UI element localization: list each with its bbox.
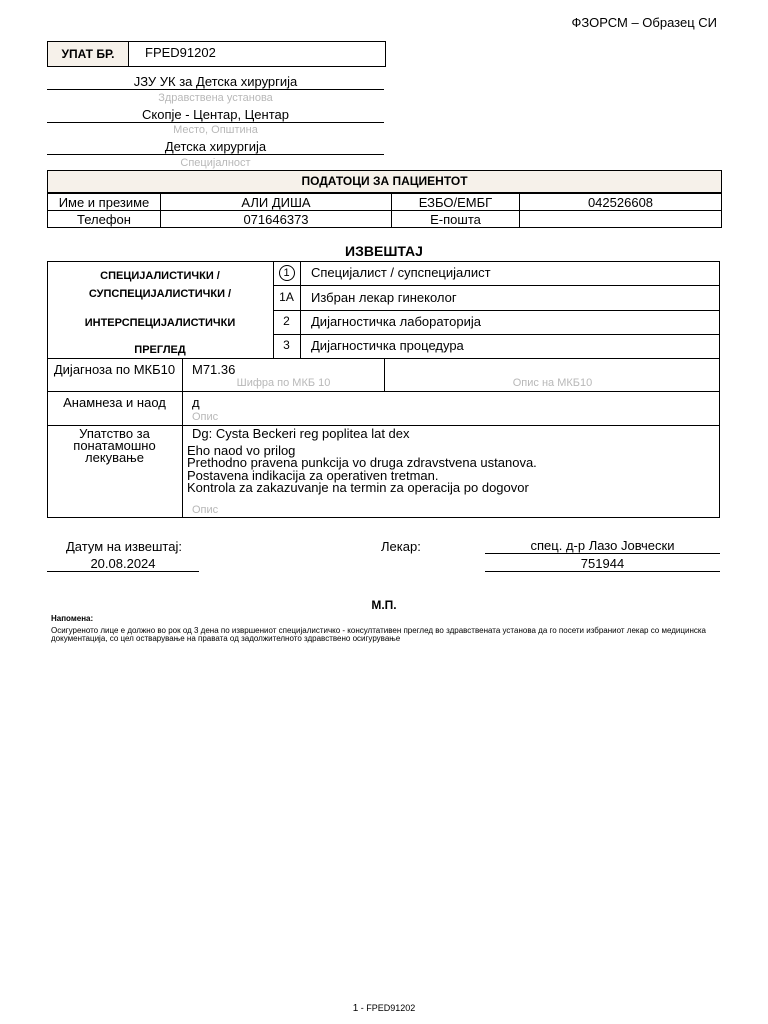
patient-id-label: ЕЗБО/ЕМБГ [392,194,520,211]
guidance-label-line: лекување [85,450,144,465]
doctor-label: Лекар: [381,539,421,554]
diagnosis-code: M71.36 [192,362,236,377]
institution-name-caption: Здравствена установа [158,92,273,104]
option-1-number [274,265,299,281]
option-2-label: Дијагностичка лабораторија [311,314,481,329]
report-date: 20.08.2024 [47,556,199,572]
divider [47,391,720,392]
institution-place-caption: Место, Општина [173,124,258,136]
form-code: ФЗОРСМ – Образец СИ [571,15,717,30]
anamnesis-label: Анамнеза и наод [63,395,166,410]
patient-name: АЛИ ДИША [161,194,392,211]
guidance-line: Dg: Cysta Beckeri reg poplitea lat dex [192,426,410,441]
page-reference: FPED91202 [366,1003,416,1013]
guidance-line: Postavena indikacija za operativen tretman. [187,467,439,483]
patient-phone-label: Телефон [48,211,161,228]
patient-table [47,193,722,228]
option-1a-number: 1А [279,290,294,304]
diagnosis-code-caption: Шифра по МКБ 10 [236,377,331,389]
note-text: Осигуреното лице е должно во рок од 3 дена по извршениот специјалистичко - консултативен преглед во здравствената установа да го посети избраниот лекар со медицинска документација, со цел остварување на правата од задолжителното здравствено осигурување [51,626,706,643]
stamp-place: М.П. [371,598,397,612]
anamnesis-value: д [192,395,200,410]
guidance-text [187,428,537,495]
exam-type-line: СУПСПЕЦИЈАЛИСТИЧКИ / [88,288,232,300]
patient-email [520,211,722,228]
option-1-label: Специјалист / супспецијалист [311,265,491,280]
guidance-label [47,428,182,464]
doctor-name: спец. д-р Лазо Јовчески [485,538,720,554]
exam-type-line: СПЕЦИЈАЛИСТИЧКИ / [100,270,220,282]
guidance-line: Prethodno pravena punkcija vo druga zdravstvena ustanova. [187,455,537,470]
guidance-line: Eho naod vo prilog [187,442,296,458]
doctor-id: 751944 [485,556,720,572]
exam-type [47,268,273,358]
option-2-number: 2 [283,314,290,328]
guidance-caption: Опис [192,504,219,516]
guidance-line: Kontrola za zakazuvanje na termin za operacija po dogovor [187,480,529,495]
divider [300,261,301,358]
guidance-label-line: Упатство за [79,426,150,441]
option-3-label: Дијагностичка процедура [311,338,464,353]
referral-number: FPED91202 [145,45,216,60]
page-number: 1 [352,1003,359,1014]
option-3-number: 3 [283,338,290,352]
diagnosis-label: Дијагноза по МКБ10 [53,362,176,377]
patient-email-label: Е-пошта [392,211,520,228]
option-1a-label: Избран лекар гинеколог [311,290,457,305]
exam-type-line: ПРЕГЛЕД [134,344,186,356]
patient-id: 042526608 [520,194,722,211]
note-title: Напомена: [51,614,94,623]
diagnosis-description-caption: Опис на МКБ10 [512,377,593,389]
referral-label: УПАТ БР. [48,42,129,66]
patient-section-header: ПОДАТОЦИ ЗА ПАЦИЕНТОТ [47,170,722,193]
institution-place: Скопје - Центар, Центар [47,107,384,123]
patient-name-label: Име и презиме [48,194,161,211]
institution-specialty: Детска хирургија [47,139,384,155]
patient-phone: 071646373 [161,211,392,228]
guidance-label-line: понатамошно [73,438,156,453]
report-title: ИЗВЕШТАЈ [345,243,423,259]
referral-box [47,41,386,67]
patient-row-name [48,194,722,211]
exam-type-line: ИНТЕРСПЕЦИЈАЛИСТИЧКИ [84,317,236,329]
divider [274,285,720,286]
institution-specialty-caption: Специјалност [180,157,251,169]
divider [274,334,720,335]
selected-option-circle: 1 [279,265,295,281]
divider [274,310,720,311]
report-date-label: Датум на извештај: [66,539,182,554]
page-footer: 1 - FPED91202 [352,1003,416,1014]
anamnesis-caption: Опис [192,411,219,423]
patient-row-contact [48,211,722,228]
institution-name: ЈЗУ УК за Детска хирургија [47,74,384,90]
